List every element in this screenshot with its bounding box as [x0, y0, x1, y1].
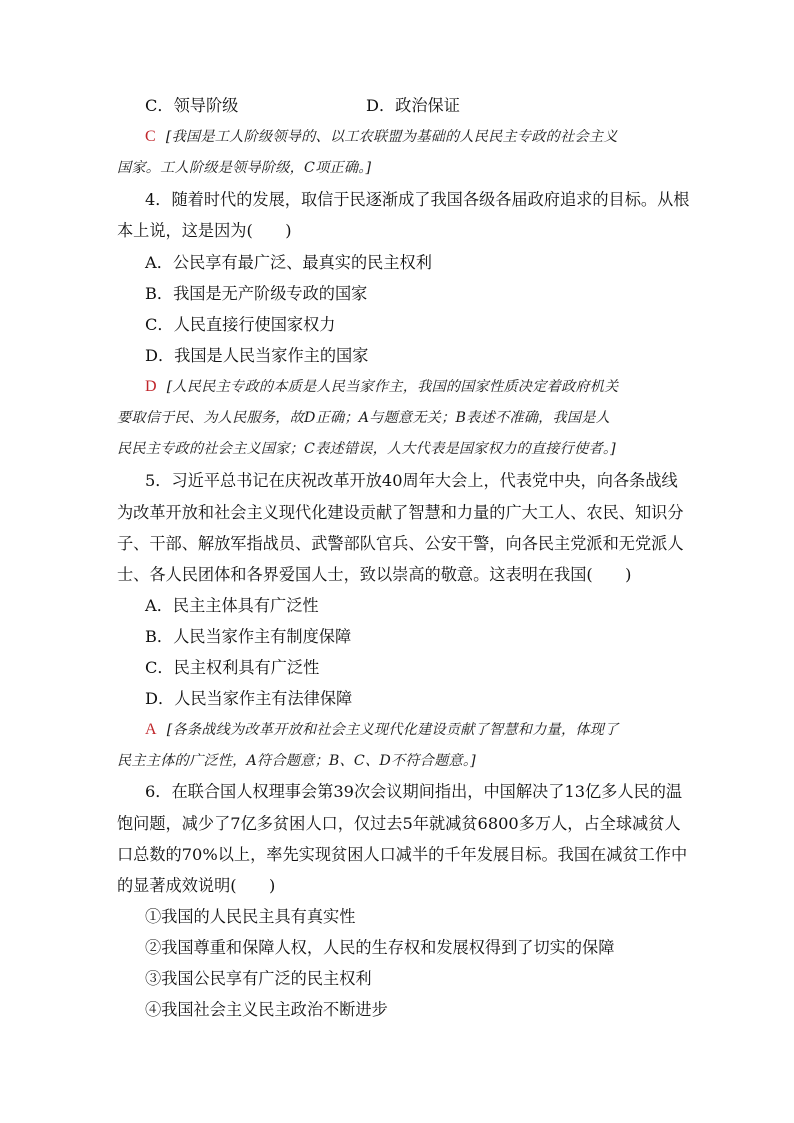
- q3-option-c: C．领导阶级: [145, 96, 239, 115]
- q6-stem-line3: 口总数的70%以上，率先实现贫困人口减半的千年发展目标。我国在减贫工作中: [117, 845, 688, 864]
- q5-stem-line4: 士、各人民团体和各界爱国人士，致以崇高的敬意。这表明在我国( ): [117, 565, 632, 584]
- q5-option-a: A．民主主体具有广泛性: [145, 596, 319, 615]
- q5-explanation-line2: 民主主体的广泛性，A符合题意；B、C、D不符合题意。]: [117, 753, 476, 769]
- q4-explanation-line2: 要取信于民、为人民服务，故D正确；A与题意无关；B表述不准确，我国是人: [117, 410, 611, 426]
- q4-explanation: [145, 377, 619, 397]
- q5-option-c: C．民主权利具有广泛性: [145, 658, 320, 677]
- q3-explanation-line1: [我国是工人阶级领导的、以工农联盟为基础的人民民主专政的社会主义: [165, 129, 618, 145]
- q4-option-d: D．我国是人民当家作主的国家: [145, 346, 369, 365]
- q6-item-1: ①我国的人民民主具有真实性: [145, 907, 356, 926]
- q6-item-3: ③我国公民享有广泛的民主权利: [145, 969, 372, 988]
- q4-option-b: B．我国是无产阶级专政的国家: [145, 284, 368, 303]
- q3-answer-letter: C: [145, 128, 156, 145]
- q6-item-4: ④我国社会主义民主政治不断进步: [145, 1000, 388, 1019]
- q4-stem-line1: 4．随着时代的发展，取信于民逐渐成了我国各级各届政府追求的目标。从根: [145, 190, 690, 209]
- q5-stem-line2: 为改革开放和社会主义现代化建设贡献了智慧和力量的广大工人、农民、知识分: [117, 503, 684, 522]
- q6-item-2: ②我国尊重和保障人权，人民的生存权和发展权得到了切实的保障: [145, 938, 615, 957]
- q5-option-d: D．人民当家作主有法律保障: [145, 689, 353, 708]
- q4-explanation-line1: [人民民主专政的本质是人民当家作主，我国的国家性质决定着政府机关: [166, 379, 619, 395]
- q3-explanation-line2: 国家。工人阶级是领导阶级，C项正确。]: [117, 160, 372, 176]
- q3-option-d: D．政治保证: [366, 96, 460, 115]
- q6-stem-line1: 6．在联合国人权理事会第39次会议期间指出，中国解决了13亿多人民的温: [145, 782, 683, 801]
- q4-stem-line2: 本上说，这是因为( ): [117, 221, 292, 240]
- q5-stem-line3: 子、干部、解放军指战员、武警部队官兵、公安干警，向各民主党派和无党派人: [117, 534, 684, 553]
- q6-stem-line2: 饱问题，减少了7亿多贫困人口，仅过去5年就减贫6800多万人，占全球减贫人: [117, 814, 681, 833]
- q4-option-c: C．人民直接行使国家权力: [145, 315, 336, 334]
- q4-answer-letter: D: [145, 378, 157, 395]
- q5-explanation-line1: [各条战线为改革开放和社会主义现代化建设贡献了智慧和力量，体现了: [166, 722, 619, 738]
- q6-stem-line4: 的显著成效说明( ): [117, 876, 276, 895]
- q5-explanation: [145, 720, 619, 740]
- q4-explanation-line3: 民民主专政的社会主义国家；C表述错误，人大代表是国家权力的直接行使者。]: [117, 441, 616, 457]
- q5-option-b: B．人民当家作主有制度保障: [145, 627, 352, 646]
- q5-answer-letter: A: [145, 721, 157, 738]
- q5-stem-line1: 5．习近平总书记在庆祝改革开放40周年大会上，代表党中央，向各条战线: [145, 471, 678, 490]
- q3-explanation: [145, 127, 618, 147]
- q4-option-a: A．公民享有最广泛、最真实的民主权利: [145, 253, 432, 272]
